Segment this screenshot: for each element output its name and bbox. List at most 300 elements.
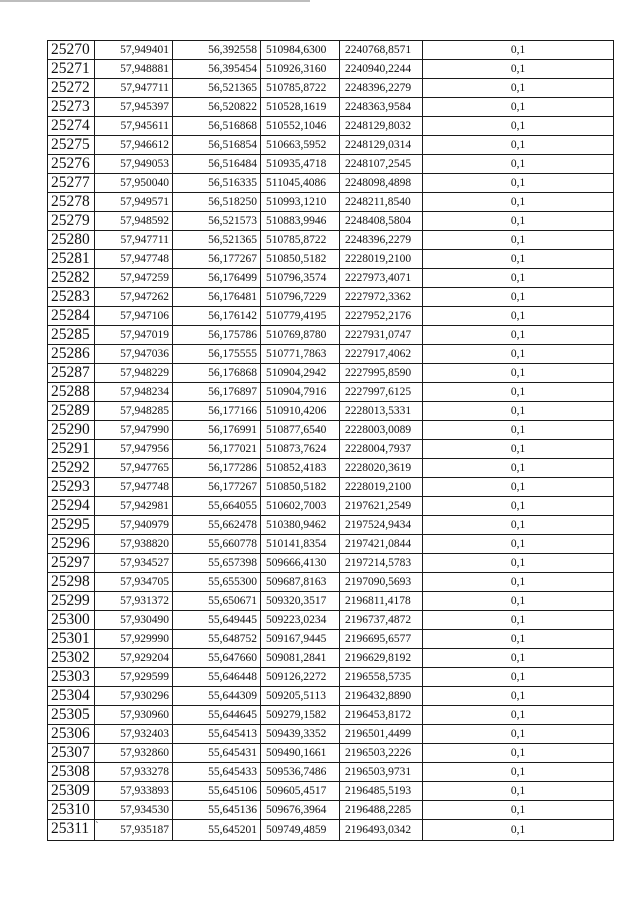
point-number-cell [48, 250, 95, 269]
table-row [48, 60, 614, 79]
y-coordinate-cell-text: 2196493,0342 [345, 824, 412, 836]
accuracy-cell [423, 459, 614, 478]
latitude-cell [95, 573, 173, 592]
accuracy-cell-text: 0,1 [510, 576, 526, 588]
point-number-cell-text: 25310 [51, 801, 90, 818]
table-row [48, 250, 614, 269]
latitude-cell [95, 345, 173, 364]
x-coordinate-cell-text: 510883,9946 [266, 215, 327, 227]
y-coordinate-cell [340, 383, 423, 402]
y-coordinate-cell [340, 687, 423, 706]
latitude-cell-text: 57,942981 [120, 500, 169, 512]
accuracy-cell [423, 744, 614, 763]
accuracy-cell-text: 0,1 [510, 234, 526, 246]
table-row [48, 459, 614, 478]
latitude-cell-text: 57,933278 [120, 766, 169, 778]
latitude-cell-text: 57,934527 [120, 557, 169, 569]
x-coordinate-cell-text: 510877,6540 [266, 424, 327, 436]
y-coordinate-cell-text: 2227995,8590 [345, 367, 412, 379]
table-row [48, 535, 614, 554]
x-coordinate-cell [261, 117, 340, 136]
accuracy-cell [423, 98, 614, 117]
longitude-cell [173, 250, 261, 269]
table-row [48, 193, 614, 212]
point-number-cell-text: 25300 [51, 611, 90, 628]
y-coordinate-cell-text: 2196485,5193 [345, 785, 412, 797]
longitude-cell-text: 55,649445 [208, 614, 257, 626]
x-coordinate-cell [261, 402, 340, 421]
accuracy-cell-text: 0,1 [510, 633, 526, 645]
accuracy-cell-text: 0,1 [510, 728, 526, 740]
accuracy-cell-text: 0,1 [510, 595, 526, 607]
accuracy-cell-text: 0,1 [510, 538, 526, 550]
y-coordinate-cell-text: 2240940,2244 [345, 63, 412, 75]
y-coordinate-cell [340, 136, 423, 155]
accuracy-cell-text: 0,1 [510, 139, 526, 151]
x-coordinate-cell-text: 510769,8780 [266, 329, 327, 341]
point-number-cell [48, 193, 95, 212]
longitude-cell-text: 55,660778 [208, 538, 257, 550]
x-coordinate-cell [261, 725, 340, 744]
x-coordinate-cell [261, 687, 340, 706]
x-coordinate-cell-text: 510528,1619 [266, 101, 327, 113]
x-coordinate-cell [261, 573, 340, 592]
point-number-cell-text: 25301 [51, 630, 90, 647]
longitude-cell-text: 55,645413 [208, 728, 257, 740]
x-coordinate-cell-text: 510904,7916 [266, 386, 327, 398]
x-coordinate-cell [261, 269, 340, 288]
latitude-cell [95, 60, 173, 79]
latitude-cell-text: 57,947019 [120, 329, 169, 341]
table-row [48, 687, 614, 706]
table-row [48, 611, 614, 630]
point-number-cell-text: 25272 [51, 79, 90, 96]
x-coordinate-cell [261, 250, 340, 269]
x-coordinate-cell-text: 509605,4517 [266, 785, 327, 797]
longitude-cell [173, 231, 261, 250]
x-coordinate-cell [261, 307, 340, 326]
accuracy-cell-text: 0,1 [510, 367, 526, 379]
accuracy-cell-text: 0,1 [510, 824, 526, 836]
y-coordinate-cell [340, 573, 423, 592]
longitude-cell-text: 55,645136 [208, 804, 257, 816]
accuracy-cell [423, 155, 614, 174]
latitude-cell [95, 687, 173, 706]
point-number-cell-text: 25274 [51, 117, 90, 134]
x-coordinate-cell-text: 509439,3352 [266, 728, 327, 740]
x-coordinate-cell-text: 510785,8722 [266, 234, 327, 246]
point-number-cell [48, 535, 95, 554]
longitude-cell [173, 364, 261, 383]
x-coordinate-cell-text: 510552,1046 [266, 120, 327, 132]
latitude-cell [95, 421, 173, 440]
x-coordinate-cell-text: 510141,8354 [266, 538, 327, 550]
y-coordinate-cell [340, 364, 423, 383]
accuracy-cell-text: 0,1 [510, 82, 526, 94]
latitude-cell [95, 459, 173, 478]
table-row [48, 706, 614, 725]
longitude-cell [173, 60, 261, 79]
longitude-cell-text: 56,516854 [208, 139, 257, 151]
y-coordinate-cell [340, 174, 423, 193]
longitude-cell [173, 345, 261, 364]
point-number-cell-text: 25285 [51, 326, 90, 343]
longitude-cell-text: 55,645201 [208, 824, 257, 836]
longitude-cell-text: 56,392558 [208, 44, 257, 56]
accuracy-cell [423, 801, 614, 820]
y-coordinate-cell-text: 2197621,2549 [345, 500, 412, 512]
longitude-cell [173, 744, 261, 763]
latitude-cell [95, 250, 173, 269]
y-coordinate-cell [340, 649, 423, 668]
x-coordinate-cell-text: 511045,4086 [266, 177, 326, 189]
point-number-cell-text: 25309 [51, 782, 90, 799]
y-coordinate-cell-text: 2196558,5735 [345, 671, 412, 683]
point-number-cell [48, 326, 95, 345]
latitude-cell [95, 136, 173, 155]
longitude-cell-text: 56,521573 [208, 215, 257, 227]
latitude-cell-text: 57,948234 [120, 386, 169, 398]
point-number-cell [48, 307, 95, 326]
point-number-cell-text: 25278 [51, 193, 90, 210]
point-number-cell [48, 573, 95, 592]
x-coordinate-cell-text: 509687,8163 [266, 576, 327, 588]
accuracy-cell-text: 0,1 [510, 253, 526, 265]
accuracy-cell-text: 0,1 [510, 500, 526, 512]
y-coordinate-cell-text: 2227973,4071 [345, 272, 412, 284]
latitude-cell-text: 57,948592 [120, 215, 169, 227]
point-number-cell [48, 117, 95, 136]
latitude-cell [95, 478, 173, 497]
x-coordinate-cell-text: 510935,4718 [266, 158, 327, 170]
x-coordinate-cell-text: 510993,1210 [266, 196, 327, 208]
table-row [48, 820, 614, 841]
y-coordinate-cell [340, 269, 423, 288]
x-coordinate-cell-text: 510663,5952 [266, 139, 327, 151]
point-number-cell [48, 345, 95, 364]
x-coordinate-cell [261, 497, 340, 516]
point-number-cell-text: 25287 [51, 364, 90, 381]
table-row [48, 136, 614, 155]
longitude-cell [173, 801, 261, 820]
latitude-cell [95, 383, 173, 402]
y-coordinate-cell-text: 2197524,9434 [345, 519, 412, 531]
accuracy-cell-text: 0,1 [510, 709, 526, 721]
accuracy-cell [423, 212, 614, 231]
latitude-cell-text: 57,947748 [120, 481, 169, 493]
point-number-cell-text: 25303 [51, 668, 90, 685]
longitude-cell [173, 117, 261, 136]
latitude-cell [95, 497, 173, 516]
longitude-cell-text: 56,176991 [208, 424, 257, 436]
longitude-cell-text: 55,647660 [208, 652, 257, 664]
table-row [48, 155, 614, 174]
longitude-cell [173, 478, 261, 497]
longitude-cell-text: 55,648752 [208, 633, 257, 645]
table-row [48, 573, 614, 592]
x-coordinate-cell [261, 364, 340, 383]
accuracy-cell [423, 288, 614, 307]
accuracy-cell [423, 136, 614, 155]
latitude-cell [95, 630, 173, 649]
x-coordinate-cell [261, 478, 340, 497]
latitude-cell-text: 57,932860 [120, 747, 169, 759]
y-coordinate-cell-text: 2196695,6577 [345, 633, 412, 645]
longitude-cell-text: 56,177166 [208, 405, 257, 417]
y-coordinate-cell-text: 2248129,0314 [345, 139, 412, 151]
accuracy-cell-text: 0,1 [510, 329, 526, 341]
accuracy-cell-text: 0,1 [510, 120, 526, 132]
y-coordinate-cell [340, 592, 423, 611]
x-coordinate-cell [261, 383, 340, 402]
x-coordinate-cell [261, 535, 340, 554]
y-coordinate-cell-text: 2248107,2545 [345, 158, 412, 170]
x-coordinate-cell [261, 516, 340, 535]
table-row [48, 592, 614, 611]
latitude-cell [95, 41, 173, 60]
accuracy-cell [423, 497, 614, 516]
point-number-cell [48, 155, 95, 174]
accuracy-cell-text: 0,1 [510, 215, 526, 227]
x-coordinate-cell [261, 155, 340, 174]
latitude-cell-text: 57,946612 [120, 139, 169, 151]
point-number-cell [48, 478, 95, 497]
y-coordinate-cell-text: 2196811,4178 [345, 595, 411, 607]
latitude-cell [95, 725, 173, 744]
accuracy-cell [423, 231, 614, 250]
longitude-cell [173, 630, 261, 649]
latitude-cell [95, 326, 173, 345]
x-coordinate-cell-text: 509320,3517 [266, 595, 327, 607]
y-coordinate-cell-text: 2196737,4872 [345, 614, 412, 626]
longitude-cell-text: 55,645431 [208, 747, 257, 759]
y-coordinate-cell [340, 98, 423, 117]
longitude-cell-text: 56,516484 [208, 158, 257, 170]
x-coordinate-cell-text: 510796,3574 [266, 272, 327, 284]
point-number-cell [48, 820, 99, 841]
accuracy-cell [423, 782, 614, 801]
x-coordinate-cell [261, 98, 340, 117]
table-row [48, 497, 614, 516]
latitude-cell-text: 57,935187 [120, 824, 169, 836]
latitude-cell-text: 57,933893 [120, 785, 169, 797]
table-row [48, 98, 614, 117]
latitude-cell-text: 57,931372 [120, 595, 169, 607]
longitude-cell [173, 706, 261, 725]
accuracy-cell-text: 0,1 [510, 44, 526, 56]
accuracy-cell-text: 0,1 [510, 272, 526, 284]
accuracy-cell-text: 0,1 [510, 386, 526, 398]
y-coordinate-cell [340, 212, 423, 231]
x-coordinate-cell-text: 510850,5182 [266, 253, 327, 265]
latitude-cell-text: 57,930490 [120, 614, 169, 626]
longitude-cell [173, 668, 261, 687]
point-number-cell-text: 25299 [51, 592, 90, 609]
point-number-cell [48, 60, 95, 79]
longitude-cell [173, 288, 261, 307]
x-coordinate-cell [261, 41, 340, 60]
longitude-cell-text: 55,645106 [208, 785, 257, 797]
x-coordinate-cell-text: 509749,4859 [266, 824, 327, 836]
x-coordinate-cell [261, 174, 340, 193]
accuracy-cell [423, 725, 614, 744]
x-coordinate-cell [261, 706, 340, 725]
latitude-cell-text: 57,930296 [120, 690, 169, 702]
y-coordinate-cell-text: 2228004,7937 [345, 443, 412, 455]
x-coordinate-cell [261, 79, 340, 98]
latitude-cell-text: 57,950040 [120, 177, 169, 189]
x-coordinate-cell [261, 193, 340, 212]
accuracy-cell [423, 402, 614, 421]
point-number-cell-text: 25311 [51, 820, 90, 837]
latitude-cell-text: 57,930960 [120, 709, 169, 721]
accuracy-cell-text: 0,1 [510, 63, 526, 75]
point-number-cell [48, 668, 95, 687]
x-coordinate-cell-text: 510904,2942 [266, 367, 327, 379]
table-row [48, 212, 614, 231]
y-coordinate-cell-text: 2248396,2279 [345, 234, 412, 246]
y-coordinate-cell [340, 516, 423, 535]
longitude-cell-text: 56,518250 [208, 196, 257, 208]
x-coordinate-cell-text: 510850,5182 [266, 481, 327, 493]
y-coordinate-cell [340, 440, 423, 459]
longitude-cell-text: 55,646448 [208, 671, 257, 683]
table-row [48, 440, 614, 459]
y-coordinate-cell-text: 2248396,2279 [345, 82, 412, 94]
y-coordinate-cell [340, 402, 423, 421]
accuracy-cell-text: 0,1 [510, 291, 526, 303]
longitude-cell-text: 56,176897 [208, 386, 257, 398]
x-coordinate-cell [261, 744, 340, 763]
table-row [48, 801, 614, 820]
table-row [48, 782, 614, 801]
point-number-cell-text: 25307 [51, 744, 90, 761]
latitude-cell [95, 782, 173, 801]
latitude-cell [95, 554, 173, 573]
x-coordinate-cell-text: 509490,1661 [266, 747, 327, 759]
latitude-cell-text: 57,929990 [120, 633, 169, 645]
point-number-cell-text: 25271 [51, 60, 90, 77]
point-number-cell-text: 25302 [51, 649, 90, 666]
x-coordinate-cell-text: 510602,7003 [266, 500, 327, 512]
y-coordinate-cell [340, 630, 423, 649]
longitude-cell-text: 56,177267 [208, 253, 257, 265]
longitude-cell-text: 55,644645 [208, 709, 257, 721]
table-row [48, 345, 614, 364]
y-coordinate-cell [340, 535, 423, 554]
longitude-cell-text: 56,521365 [208, 234, 257, 246]
table-row [48, 744, 614, 763]
latitude-cell [95, 592, 173, 611]
y-coordinate-cell [340, 706, 423, 725]
accuracy-cell [423, 535, 614, 554]
x-coordinate-cell-text: 510984,6300 [266, 44, 327, 56]
table-row [48, 554, 614, 573]
table-row [48, 649, 614, 668]
point-number-cell [48, 41, 95, 60]
accuracy-cell-text: 0,1 [510, 804, 526, 816]
x-coordinate-cell-text: 510785,8722 [266, 82, 327, 94]
latitude-cell-text: 57,948229 [120, 367, 169, 379]
point-number-cell [48, 516, 95, 535]
longitude-cell-text: 56,176142 [208, 310, 257, 322]
y-coordinate-cell [340, 60, 423, 79]
latitude-cell [95, 440, 173, 459]
x-coordinate-cell-text: 509279,1582 [266, 709, 327, 721]
latitude-cell-text: 57,940979 [120, 519, 169, 531]
point-number-cell [48, 611, 95, 630]
accuracy-cell-text: 0,1 [510, 348, 526, 360]
coordinates-table [47, 40, 614, 841]
point-number-cell [48, 459, 95, 478]
latitude-cell [95, 231, 173, 250]
y-coordinate-cell-text: 2196501,4499 [345, 728, 412, 740]
y-coordinate-cell [340, 345, 423, 364]
point-number-cell-text: 25304 [51, 687, 90, 704]
y-coordinate-cell [340, 79, 423, 98]
longitude-cell-text: 55,655300 [208, 576, 257, 588]
x-coordinate-cell-text: 509167,9445 [266, 633, 327, 645]
point-number-cell [48, 288, 95, 307]
accuracy-cell [423, 117, 614, 136]
table-row [48, 763, 614, 782]
longitude-cell-text: 56,176499 [208, 272, 257, 284]
longitude-cell [173, 212, 261, 231]
longitude-cell-text: 55,657398 [208, 557, 257, 569]
point-number-cell-text: 25292 [51, 459, 90, 476]
point-number-cell [48, 706, 95, 725]
point-number-cell [48, 801, 95, 820]
accuracy-cell [423, 421, 614, 440]
latitude-cell [95, 801, 173, 820]
point-number-cell-text: 25306 [51, 725, 90, 742]
longitude-cell [173, 155, 261, 174]
x-coordinate-cell [261, 668, 340, 687]
latitude-cell-text: 57,947259 [120, 272, 169, 284]
x-coordinate-cell [261, 345, 340, 364]
accuracy-cell-text: 0,1 [510, 747, 526, 759]
x-coordinate-cell-text: 510926,3160 [266, 63, 327, 75]
latitude-cell [95, 79, 173, 98]
latitude-cell-text: 57,949571 [120, 196, 169, 208]
accuracy-cell-text: 0,1 [510, 766, 526, 778]
accuracy-cell-text: 0,1 [510, 652, 526, 664]
y-coordinate-cell [340, 763, 423, 782]
point-number-cell-text: 25270 [51, 41, 90, 58]
latitude-cell [95, 212, 173, 231]
table-row [48, 383, 614, 402]
y-coordinate-cell [340, 307, 423, 326]
y-coordinate-cell-text: 2248363,9584 [345, 101, 412, 113]
y-coordinate-cell-text: 2227931,0747 [345, 329, 412, 341]
table-row [48, 421, 614, 440]
x-coordinate-cell [261, 459, 340, 478]
longitude-cell [173, 174, 261, 193]
longitude-cell [173, 459, 261, 478]
y-coordinate-cell [340, 554, 423, 573]
accuracy-cell [423, 174, 614, 193]
point-number-cell-text: 25291 [51, 440, 90, 457]
table-row [48, 269, 614, 288]
accuracy-cell-text: 0,1 [510, 481, 526, 493]
point-number-cell [48, 402, 95, 421]
point-number-cell [48, 212, 95, 231]
latitude-cell-text: 57,947106 [120, 310, 169, 322]
point-number-cell-text: 25288 [51, 383, 90, 400]
y-coordinate-cell-text: 2227997,6125 [345, 386, 412, 398]
longitude-cell [173, 307, 261, 326]
y-coordinate-cell [340, 725, 423, 744]
